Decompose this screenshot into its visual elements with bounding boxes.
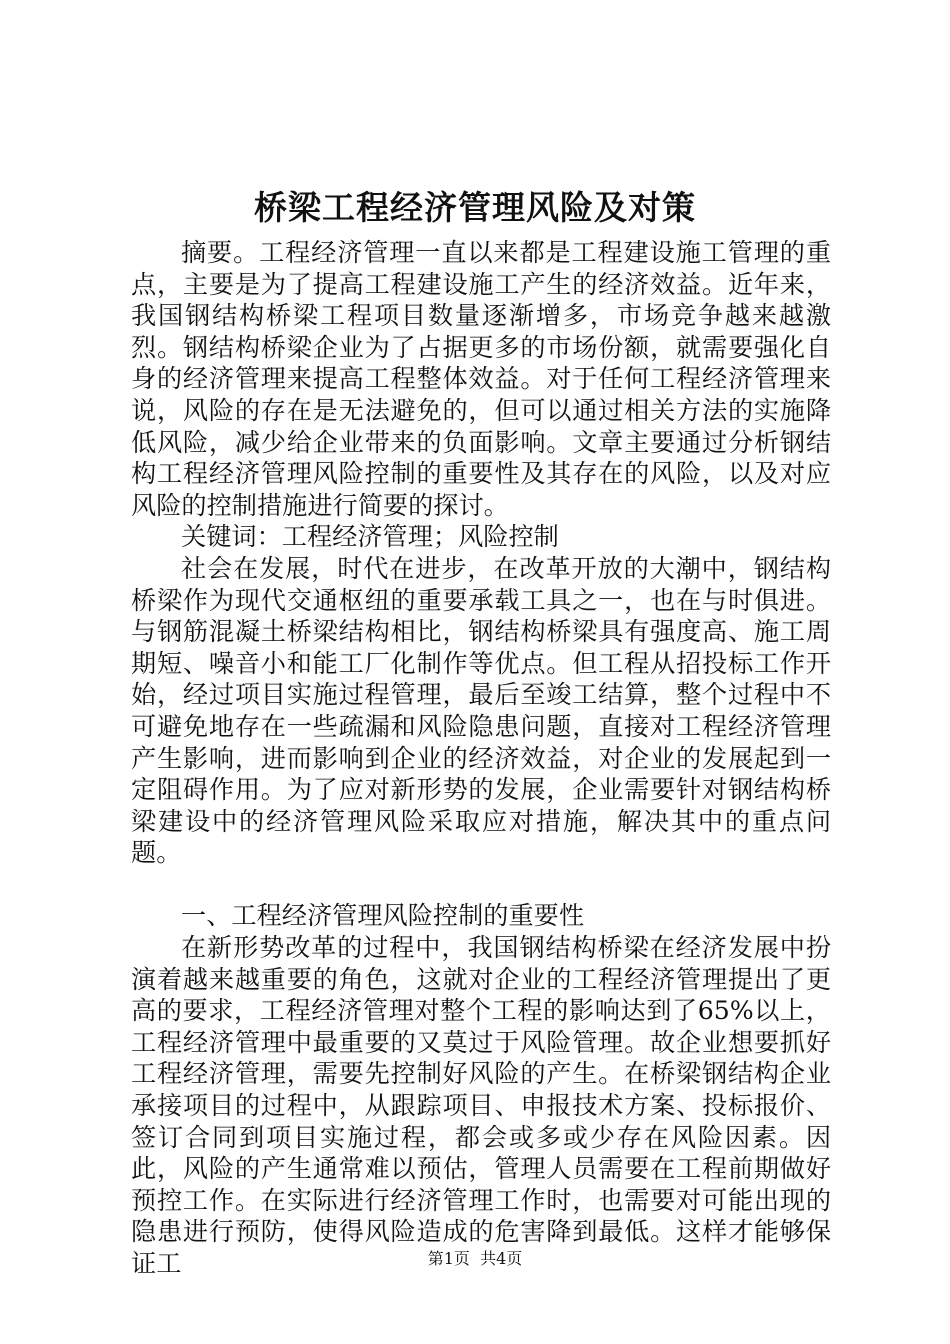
section-paragraph: 在新形势改革的过程中，我国钢结构桥梁在经济发展中扮演着越来越重要的角色，这就对企业的工程经济管理提出了更高的要求，工程经济管理对整个工程的影响达到了65%以上，工程经济管理中最重要的又莫过于风险管理。故企业想要抓好工程经济管理，需要先控制好风险的产生。在桥梁钢结构企业承接项目的过程中，从跟踪项目、申报技术方案、投标报价、签订合同到项目实施过程，都会或多或少存在风险因素。因此，风险的产生通常难以预估，管理人员需要在工程前期做好预控工作。在实际进行经济管理工作时，也需要对可能出现的隐患进行预防，使得风险造成的危害降到最低。这样才能够保证工	[131, 933, 831, 1278]
section-heading: 一、工程经济管理风险控制的重要性	[181, 901, 584, 931]
document-title: 桥梁工程经济管理风险及对策	[254, 188, 696, 227]
intro-paragraph: 社会在发展，时代在进步，在改革开放的大潮中，钢结构桥梁作为现代交通枢纽的重要承载工具之一，也在与时俱进。与钢筋混凝土桥梁结构相比，钢结构桥梁具有强度高、施工周期短、噪音小和能工厂化制作等优点。但工程从招投标工作开始，经过项目实施过程管理，最后至竣工结算，整个过程中不可避免地存在一些疏漏和风险隐患问题，直接对工程经济管理产生影响，进而影响到企业的经济效益，对企业的发展起到一定阻碍作用。为了应对新形势的发展，企业需要针对钢结构桥梁建设中的经济管理风险采取应对措施，解决其中的重点问题。	[131, 553, 831, 868]
page-number: 第1页	[427, 1249, 470, 1268]
footer-spacer	[470, 1249, 480, 1268]
page-footer	[0, 1248, 950, 1270]
keywords-paragraph: 关键词：工程经济管理；风险控制	[181, 522, 559, 552]
document-body	[131, 237, 831, 1280]
abstract-paragraph: 摘要。工程经济管理一直以来都是工程建设施工管理的重点，主要是为了提高工程建设施工产生的经济效益。近年来，我国钢结构桥梁工程项目数量逐渐增多，市场竞争越来越激烈。钢结构桥梁企业为了占据更多的市场份额，就需要强化自身的经济管理来提高工程整体效益。对于任何工程经济管理来说，风险的存在是无法避免的，但可以通过相关方法的实施降低风险，减少给企业带来的负面影响。文章主要通过分析钢结构工程经济管理风险控制的重要性及其存在的风险，以及对应风险的控制措施进行简要的探讨。	[131, 238, 831, 520]
page-total: 共4页	[480, 1249, 523, 1268]
paragraph-spacer	[131, 869, 831, 901]
